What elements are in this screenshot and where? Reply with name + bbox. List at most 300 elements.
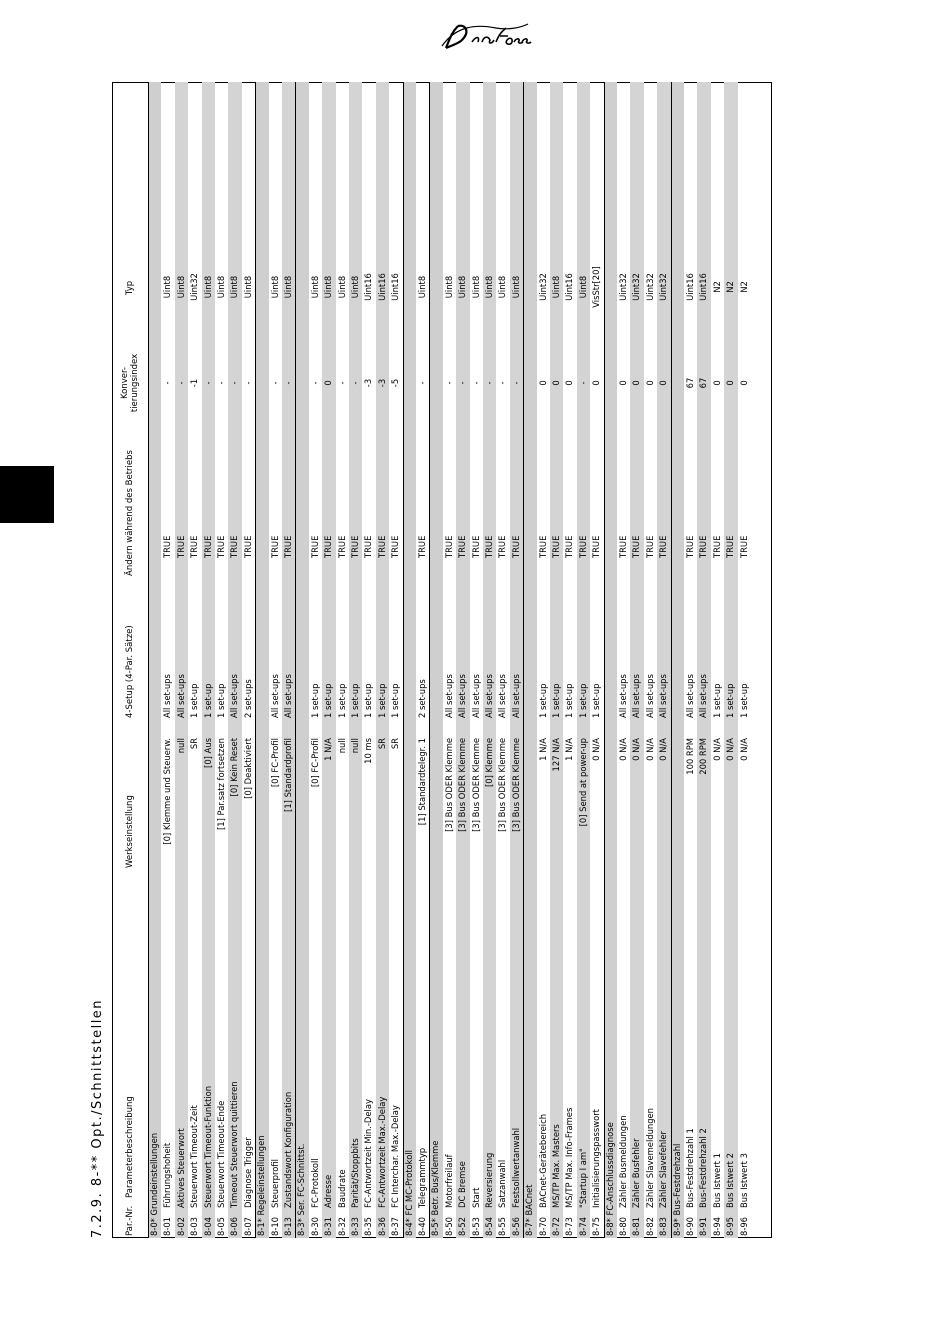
param-setup: 1 set-up (591, 683, 602, 718)
param-setup: 1 set-up (537, 683, 548, 718)
group-title: 8-5* Betr. Bus/Klemme (430, 1140, 441, 1236)
param-change: TRUE (591, 535, 602, 558)
param-setup: All set-ups (631, 674, 642, 718)
chapter-tab-marker (0, 466, 54, 523)
table-row (161, 82, 174, 1238)
param-conversion: - (216, 381, 226, 385)
param-change: TRUE (564, 535, 575, 558)
group-row (403, 82, 416, 1238)
param-conversion: 0 (564, 380, 575, 386)
param-description: Steuerwort Timeout-Ende (216, 1100, 226, 1208)
param-description: FC-Protokoll (309, 1158, 320, 1208)
rotated-content (90, 82, 772, 1238)
param-change: TRUE (644, 535, 655, 558)
param-default: [0] Deaktiviert (242, 738, 253, 799)
col-header-change: Ändern während des Betriebs (125, 450, 135, 576)
param-type: Uint8 (470, 275, 481, 299)
param-change: TRUE (363, 535, 374, 558)
param-description: BACnet-Gerätebereich (537, 1113, 548, 1208)
param-change: TRUE (336, 535, 347, 558)
param-change: TRUE (350, 535, 360, 558)
param-default: 1 N/A (537, 738, 548, 761)
param-conversion: 0 (711, 380, 722, 386)
param-type: Uint16 (390, 273, 401, 301)
param-number: 8-90 (685, 1216, 695, 1236)
param-type: Uint8 (551, 275, 561, 299)
param-type: Uint8 (283, 275, 293, 299)
param-setup: All set-ups (685, 674, 695, 718)
table-row (443, 82, 456, 1238)
param-number: 8-33 (350, 1216, 360, 1236)
param-number: 8-80 (618, 1216, 628, 1236)
param-description: Bus Istwert 3 (738, 1153, 749, 1208)
col-header-conv: Konver-tierungsindex (120, 353, 140, 413)
param-conversion: - (350, 381, 360, 385)
param-conversion: -5 (390, 378, 401, 388)
param-setup: 1 set-up (202, 683, 213, 718)
param-default: 200 RPM (698, 738, 709, 775)
table-row (697, 82, 710, 1238)
section-title: 7.2.9. 8-** Opt./Schnittstellen (90, 998, 105, 1238)
param-type: Uint8 (497, 275, 508, 299)
param-change: TRUE (470, 535, 481, 558)
param-conversion: 67 (685, 377, 695, 389)
param-default: 0 N/A (711, 738, 722, 761)
param-number: 8-05 (216, 1216, 226, 1236)
param-type: Uint16 (564, 273, 575, 301)
param-change: TRUE (725, 535, 736, 558)
param-type: Uint16 (685, 273, 695, 301)
param-setup: All set-ups (175, 674, 186, 718)
param-conversion: - (417, 381, 427, 385)
param-setup: 1 set-up (216, 683, 226, 718)
param-type: Uint8 (350, 275, 360, 299)
param-change: TRUE (216, 535, 226, 558)
param-description: Aktives Steuerwort (175, 1128, 186, 1208)
param-type: Uint8 (323, 275, 334, 299)
table-row (684, 82, 697, 1238)
param-change: TRUE (323, 535, 334, 558)
param-conversion: - (202, 381, 213, 385)
param-conversion: 0 (725, 380, 736, 386)
param-setup: All set-ups (470, 674, 481, 718)
param-description: Start (470, 1187, 481, 1208)
table-row (644, 82, 657, 1238)
param-setup: 2 set-ups (242, 679, 253, 718)
param-conversion: 0 (323, 380, 334, 386)
table-row (242, 82, 255, 1238)
param-default: [1] Standardprofil (283, 738, 293, 812)
param-setup: All set-ups (510, 674, 521, 718)
param-type: Uint8 (269, 275, 280, 299)
table-row (738, 82, 751, 1238)
param-description: Parität/Stoppbits (350, 1138, 360, 1208)
param-number: 8-75 (591, 1216, 602, 1236)
param-number: 8-94 (711, 1216, 722, 1236)
param-type: VisStr[20] (591, 266, 602, 308)
param-description: MS/TP Max. Info-Frames (564, 1107, 575, 1208)
param-setup: 1 set-up (725, 683, 736, 718)
param-type: N2 (725, 281, 736, 293)
param-default: SR (390, 738, 401, 750)
param-description: Bus Istwert 1 (711, 1153, 722, 1208)
param-type: Uint32 (189, 273, 200, 301)
param-number: 8-91 (698, 1216, 709, 1236)
param-setup: 1 set-up (577, 683, 588, 718)
param-change: TRUE (202, 535, 213, 558)
param-number: 8-95 (725, 1216, 736, 1236)
param-number: 8-82 (644, 1216, 655, 1236)
param-change: TRUE (309, 535, 320, 558)
param-default: [0] Send at power-up (577, 738, 588, 827)
param-description: Steuerwort Timeout-Funktion (202, 1085, 213, 1208)
param-setup: All set-ups (618, 674, 628, 718)
table-row (376, 82, 389, 1238)
param-description: Motorfreilauf (443, 1154, 454, 1208)
param-number: 8-96 (738, 1216, 749, 1236)
danfoss-logo (436, 18, 532, 52)
col-header-desc: Parameterbeschreibung (125, 1096, 135, 1198)
param-number: 8-40 (417, 1216, 427, 1236)
group-row (429, 82, 442, 1238)
param-type: Uint8 (216, 275, 226, 299)
param-change: TRUE (242, 535, 253, 558)
param-change: TRUE (711, 535, 722, 558)
table-row (416, 82, 429, 1238)
param-type: Uint8 (202, 275, 213, 299)
param-default: [0] FC-Profil (309, 738, 320, 788)
param-description: Bus-Festdrehzahl 1 (685, 1128, 695, 1208)
param-setup: All set-ups (283, 674, 293, 718)
param-change: TRUE (162, 535, 173, 558)
param-setup: All set-ups (484, 674, 494, 718)
param-default: [3] Bus ODER Klemme (470, 738, 481, 832)
param-default: 100 RPM (685, 738, 695, 775)
param-default: [3] Bus ODER Klemme (497, 738, 508, 832)
param-conversion: -3 (376, 378, 387, 388)
group-title: 8-4* FC MC-Protokoll (403, 1150, 414, 1236)
table-row (510, 82, 523, 1238)
table-row (577, 82, 590, 1238)
param-type: Uint32 (618, 273, 628, 301)
param-default: null (336, 738, 347, 754)
param-conversion: -1 (189, 378, 200, 388)
param-conversion: - (336, 381, 347, 385)
param-number: 8-53 (470, 1216, 481, 1236)
table-row (550, 82, 563, 1238)
group-title: 8-7* BACnet (524, 1184, 535, 1236)
param-conversion: - (175, 381, 186, 385)
param-conversion: - (242, 381, 253, 385)
param-type: N2 (738, 281, 749, 293)
param-number: 8-06 (229, 1216, 240, 1236)
param-change: TRUE (189, 535, 200, 558)
param-description: MS/TP Max. Masters (551, 1124, 561, 1208)
param-description: Adresse (323, 1174, 334, 1208)
param-setup: 1 set-up (363, 683, 374, 718)
param-description: Initialisierungspasswort (591, 1109, 602, 1208)
param-default: 127 N/A (551, 738, 561, 772)
param-change: TRUE (551, 535, 561, 558)
param-number: 8-07 (242, 1216, 253, 1236)
param-conversion: 0 (537, 380, 548, 386)
param-default: 0 N/A (738, 738, 749, 761)
param-conversion: - (577, 381, 588, 385)
param-description: FC-Antwortzeit Max.-Delay (376, 1096, 387, 1208)
param-change: TRUE (175, 535, 186, 558)
param-conversion: - (510, 381, 521, 385)
param-default: 0 N/A (631, 738, 642, 761)
param-default: 0 N/A (644, 738, 655, 761)
param-type: Uint8 (175, 275, 186, 299)
param-setup: 1 set-up (564, 683, 575, 718)
param-conversion: 0 (591, 380, 602, 386)
group-title: 8-3* Ser. FC-Schnittst. (296, 1143, 307, 1236)
table-row (470, 82, 483, 1238)
param-setup: 1 set-up (376, 683, 387, 718)
param-conversion: - (470, 381, 481, 385)
param-type: Uint8 (242, 275, 253, 299)
param-setup: 1 set-up (189, 683, 200, 718)
group-row (671, 82, 684, 1238)
table-row (362, 82, 375, 1238)
table-row (336, 82, 349, 1238)
param-default: 0 N/A (618, 738, 628, 761)
param-number: 8-36 (376, 1216, 387, 1236)
param-setup: All set-ups (644, 674, 655, 718)
param-type: Uint32 (537, 273, 548, 301)
param-conversion: - (309, 381, 320, 385)
param-default: [0] Klemme und Steuerw. (162, 738, 173, 845)
param-type: Uint8 (457, 275, 468, 299)
table-row (537, 82, 550, 1238)
col-header-type: Typ (125, 280, 135, 296)
param-conversion: - (269, 381, 280, 385)
group-row (604, 82, 617, 1238)
param-type: Uint8 (484, 275, 494, 299)
param-change: TRUE (577, 535, 588, 558)
table-row (269, 82, 282, 1238)
table-row (309, 82, 322, 1238)
param-conversion: - (283, 381, 293, 385)
param-description: Zähler Slavefehler (658, 1131, 669, 1208)
param-default: [3] Bus ODER Klemme (443, 738, 454, 832)
param-default: null (175, 738, 186, 754)
param-conversion: - (229, 381, 240, 385)
param-description: Diagnose Trigger (242, 1137, 253, 1208)
param-change: TRUE (685, 535, 695, 558)
table-row (483, 82, 496, 1238)
param-change: TRUE (631, 535, 642, 558)
table-row (456, 82, 469, 1238)
param-change: TRUE (658, 535, 669, 558)
param-change: TRUE (510, 535, 521, 558)
group-row (295, 82, 308, 1238)
param-default: [1] Standardtelegr. 1 (417, 738, 427, 826)
param-conversion: 0 (658, 380, 669, 386)
param-default: SR (376, 738, 387, 750)
param-type: Uint8 (417, 275, 427, 299)
param-default: 1 N/A (564, 738, 575, 761)
param-description: Führungshoheit (162, 1142, 173, 1208)
group-title: 8-0* Grundeinstellungen (149, 1132, 159, 1236)
param-default: [3] Bus ODER Klemme (457, 738, 468, 832)
param-change: TRUE (229, 535, 240, 558)
param-change: TRUE (484, 535, 494, 558)
param-setup: 1 set-up (323, 683, 334, 718)
table-row (590, 82, 603, 1238)
param-type: Uint16 (376, 273, 387, 301)
table-row (389, 82, 402, 1238)
param-change: TRUE (738, 535, 749, 558)
param-conversion: 0 (631, 380, 642, 386)
param-description: Telegrammtyp (417, 1147, 427, 1208)
param-conversion: - (443, 381, 454, 385)
param-type: N2 (711, 281, 722, 293)
param-setup: 1 set-up (336, 683, 347, 718)
param-setup: 1 set-up (738, 683, 749, 718)
param-number: 8-54 (484, 1216, 494, 1236)
param-conversion: - (484, 381, 494, 385)
param-number: 8-01 (162, 1216, 173, 1236)
table-row (349, 82, 362, 1238)
param-default: 0 N/A (725, 738, 736, 761)
param-number: 8-32 (336, 1216, 347, 1236)
param-number: 8-37 (390, 1216, 401, 1236)
group-title: 8-1* Regeleinstellungen (256, 1135, 267, 1236)
col-header-default: Werkseinstellung (125, 795, 135, 868)
param-default: [0] Kein Reset (229, 738, 240, 797)
param-change: TRUE (390, 535, 401, 558)
param-change: TRUE (457, 535, 468, 558)
param-description: FC Interchar. Max.-Delay (390, 1105, 401, 1208)
param-description: Zähler Busmeldungen (618, 1115, 628, 1208)
param-change: TRUE (698, 535, 709, 558)
param-number: 8-31 (323, 1216, 334, 1236)
param-type: Uint8 (162, 275, 173, 299)
param-number: 8-56 (510, 1216, 521, 1236)
param-setup: 1 set-up (390, 683, 401, 718)
param-conversion: 0 (738, 380, 749, 386)
param-setup: All set-ups (269, 674, 280, 718)
param-conversion: 0 (618, 380, 628, 386)
param-change: TRUE (283, 535, 293, 558)
param-description: Bus Istwert 2 (725, 1153, 736, 1208)
table-row (563, 82, 576, 1238)
param-number: 8-52 (457, 1216, 468, 1236)
param-number: 8-70 (537, 1216, 548, 1236)
table-row (175, 82, 188, 1238)
param-default: 0 N/A (658, 738, 669, 761)
param-type: Uint8 (443, 275, 454, 299)
table-row (617, 82, 630, 1238)
param-change: TRUE (376, 535, 387, 558)
param-number: 8-72 (551, 1216, 561, 1236)
param-change: TRUE (618, 535, 628, 558)
param-number: 8-04 (202, 1216, 213, 1236)
param-change: TRUE (537, 535, 548, 558)
param-conversion: 67 (698, 377, 709, 389)
table-row (202, 82, 215, 1238)
param-description: FC-Antwortzeit Min.-Delay (363, 1099, 374, 1208)
param-default: SR (189, 738, 200, 750)
table-row (630, 82, 643, 1238)
param-number: 8-83 (658, 1216, 669, 1236)
param-description: Festsollwertanwahl (510, 1127, 521, 1208)
param-type: Uint32 (644, 273, 655, 301)
param-description: DC Bremse (457, 1161, 468, 1208)
table-row (711, 82, 724, 1238)
param-setup: 2 set-ups (417, 679, 427, 718)
param-number: 8-30 (309, 1216, 320, 1236)
param-change: TRUE (497, 535, 508, 558)
group-row (148, 82, 161, 1238)
param-default: [0] Klemme (484, 738, 494, 787)
param-type: Uint16 (698, 273, 709, 301)
table-row (215, 82, 228, 1238)
param-description: "Startup I am" (577, 1148, 588, 1208)
table-row (228, 82, 241, 1238)
param-number: 8-02 (175, 1216, 186, 1236)
param-change: TRUE (443, 535, 454, 558)
param-setup: All set-ups (229, 674, 240, 718)
param-conversion: 0 (644, 380, 655, 386)
param-default: [1] Par.satz fortsetzen (216, 738, 226, 830)
param-number: 8-35 (363, 1216, 374, 1236)
param-conversion: - (497, 381, 508, 385)
param-setup: 1 set-up (711, 683, 722, 718)
param-conversion: - (457, 381, 468, 385)
param-setup: All set-ups (457, 674, 468, 718)
param-number: 8-74 (577, 1216, 588, 1236)
col-header-setup: 4-Setup (4-Par. Sätze) (125, 625, 135, 718)
param-setup: 1 set-up (309, 683, 320, 718)
param-description: Bus-Festdrehzahl 2 (698, 1128, 709, 1208)
table-row (496, 82, 509, 1238)
table-row (322, 82, 335, 1238)
table-row (188, 82, 201, 1238)
param-type: Uint32 (631, 273, 642, 301)
param-number: 8-13 (283, 1216, 293, 1236)
param-description: Reversierung (484, 1152, 494, 1208)
param-default: null (350, 738, 360, 754)
group-row (523, 82, 536, 1238)
param-description: Steuerwort Timeout-Zeit (189, 1105, 200, 1208)
param-description: Steuerprofil (269, 1159, 280, 1208)
param-setup: All set-ups (497, 674, 508, 718)
param-description: Satzanwahl (497, 1159, 508, 1208)
param-number: 8-50 (443, 1216, 454, 1236)
param-default: 0 N/A (591, 738, 602, 761)
param-description: Zähler Busfehler (631, 1138, 642, 1208)
param-default: [0] Aus (202, 738, 213, 768)
param-type: Uint8 (309, 275, 320, 299)
param-type: Uint16 (363, 273, 374, 301)
param-type: Uint8 (229, 275, 240, 299)
group-title: 8-9* Bus-Festdrehzahl (671, 1143, 682, 1236)
param-type: Uint32 (658, 273, 669, 301)
param-default: [3] Bus ODER Klemme (510, 738, 521, 832)
table-row (657, 82, 670, 1238)
param-default: 1 N/A (323, 738, 334, 761)
param-number: 8-73 (564, 1216, 575, 1236)
param-type: Uint8 (336, 275, 347, 299)
param-setup: 1 set-up (350, 683, 360, 718)
param-description: Zähler Slavemeldungen (644, 1108, 655, 1208)
param-setup: All set-ups (162, 674, 173, 718)
param-default: 10 ms (363, 738, 374, 764)
param-conversion: 0 (551, 380, 561, 386)
